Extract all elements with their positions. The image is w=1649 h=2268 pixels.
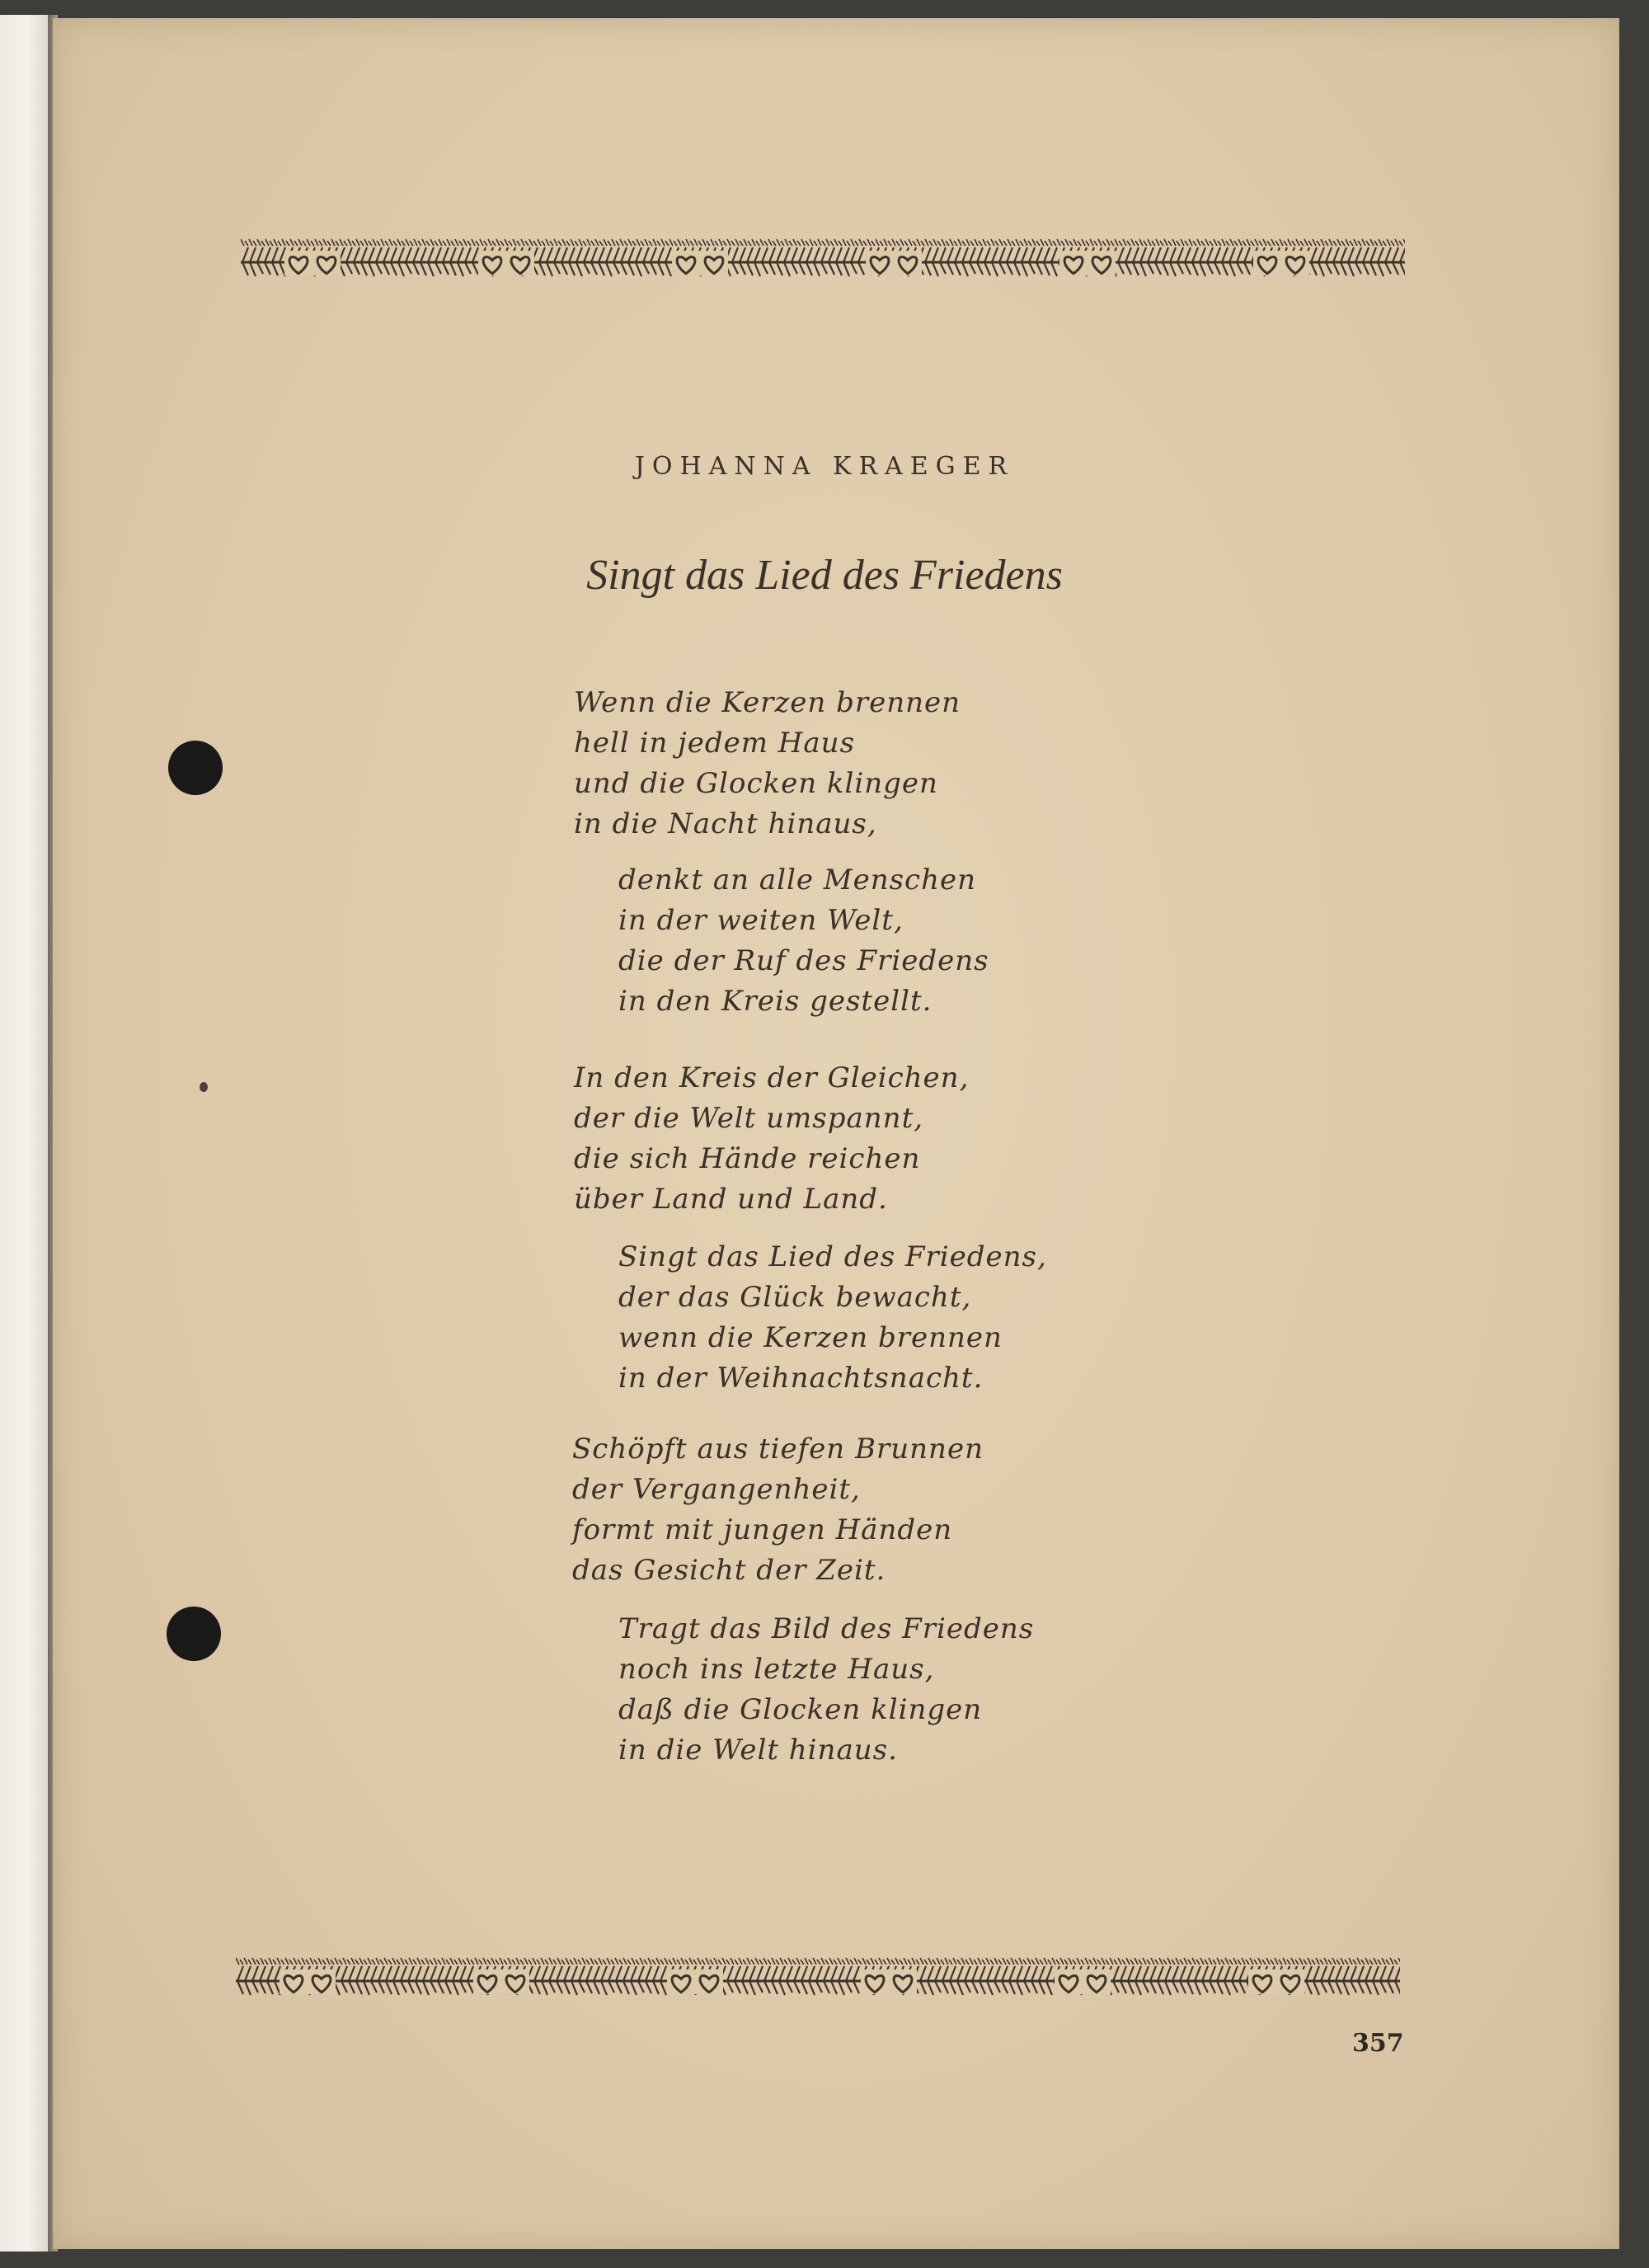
previous-page-edge bbox=[0, 15, 51, 2252]
paper-speck bbox=[200, 1082, 208, 1092]
punch-hole-bottom bbox=[167, 1607, 221, 1661]
poem-line: das Gesicht der Zeit. bbox=[572, 1554, 886, 1587]
poem-line: in den Kreis gestellt. bbox=[618, 985, 933, 1018]
poem-line: in der Weihnachtsnacht. bbox=[618, 1362, 984, 1395]
poem-line: In den Kreis der Gleichen, bbox=[574, 1061, 970, 1094]
stanza bbox=[618, 1609, 1034, 1771]
fir-branch-heart-border-icon bbox=[241, 234, 1405, 285]
stanza bbox=[618, 1237, 1047, 1399]
poem-line: der das Glück bewacht, bbox=[618, 1281, 972, 1314]
poem-line: denkt an alle Menschen bbox=[618, 863, 977, 896]
stanza bbox=[574, 683, 961, 845]
poem-line: in die Nacht hinaus, bbox=[574, 807, 877, 840]
poem-line: formt mit jungen Händen bbox=[572, 1513, 953, 1546]
poem-line: und die Glocken klingen bbox=[574, 767, 938, 800]
poem-line: Tragt das Bild des Friedens bbox=[618, 1612, 1035, 1645]
poem-line: daß die Glocken klingen bbox=[618, 1693, 983, 1726]
poem-line: Singt das Lied des Friedens, bbox=[618, 1240, 1047, 1273]
poem-line: Wenn die Kerzen brennen bbox=[574, 686, 961, 719]
stanza bbox=[618, 860, 989, 1022]
stanza bbox=[574, 1058, 969, 1220]
author-name: JOHANNA KRAEGER bbox=[634, 452, 1015, 481]
poem-line: die sich Hände reichen bbox=[574, 1142, 921, 1175]
poem-line: noch ins letzte Haus, bbox=[618, 1653, 935, 1686]
poem-line: in die Welt hinaus. bbox=[618, 1734, 898, 1767]
poem-line: wenn die Kerzen brennen bbox=[618, 1321, 1003, 1354]
page-number: 357 bbox=[1352, 2029, 1404, 2058]
poem-line: der Vergangenheit, bbox=[572, 1473, 861, 1506]
poem-line: die der Ruf des Friedens bbox=[618, 944, 989, 977]
poem-line: der die Welt umspannt, bbox=[574, 1102, 924, 1135]
poem-title: Singt das Lied des Friedens bbox=[586, 552, 1063, 599]
poem-line: Schöpft aus tiefen Brunnen bbox=[572, 1433, 984, 1466]
stanza bbox=[572, 1429, 984, 1591]
poem-line: in der weiten Welt, bbox=[618, 904, 904, 937]
fir-branch-heart-border-icon bbox=[236, 1953, 1400, 2004]
poem-line: hell in jedem Haus bbox=[574, 727, 856, 760]
punch-hole-top bbox=[168, 741, 223, 795]
poem-line: über Land und Land. bbox=[574, 1183, 888, 1216]
